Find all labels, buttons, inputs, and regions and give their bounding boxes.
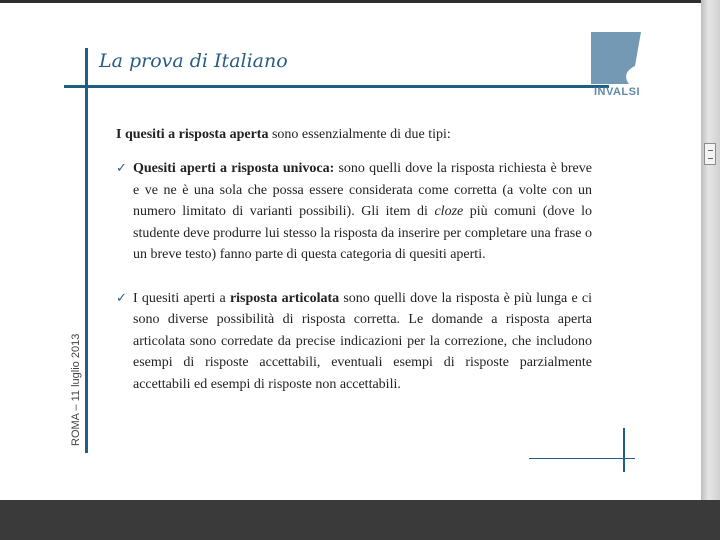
item-1-bold: Quesiti aperti a risposta univoca: <box>133 161 335 176</box>
intro-paragraph <box>116 126 592 144</box>
scrollbar-thumb[interactable] <box>704 143 716 165</box>
bottom-bar <box>0 500 720 540</box>
item-2-bold: risposta articolata <box>229 290 340 306</box>
item-1-italic: cloze <box>434 204 464 219</box>
scrollbar-track[interactable] <box>701 0 720 500</box>
vertical-rule <box>85 48 88 453</box>
date-vertical-label: ROMA – 11 luglio 2013 <box>70 333 82 446</box>
corner-vertical-line <box>623 428 625 472</box>
slide-content <box>116 126 592 395</box>
item-1-text-1: sono quelli dove la risposta richiesta è breve e ve ne è una sola che possa essere considerata come corretta (a volte con un numero limitato di varianti possibili). Gli item di <box>133 161 592 219</box>
horizontal-rule <box>64 85 609 88</box>
item-2-text-1: I quesiti aperti a <box>133 290 230 306</box>
checkmark-icon: ✓ <box>116 290 127 306</box>
item-1-text-2: più comuni (dove lo studente deve produrre lui stesso la risposta da inserire per completare una frase o un breve testo) fanno parte di questa categoria di quesiti aperti. <box>133 204 592 262</box>
intro-bold: I quesiti a risposta aperta <box>116 127 269 142</box>
corner-horizontal-line <box>529 458 635 459</box>
slide-title: La prova di Italiano <box>99 50 288 72</box>
logo-label: INVALSI <box>593 86 641 98</box>
list-item <box>116 158 592 266</box>
checkmark-icon: ✓ <box>116 161 127 176</box>
list-item <box>116 288 592 396</box>
intro-rest: sono essenzialmente di due tipi: <box>268 127 451 142</box>
item-2-text-2: sono quelli dove la risposta è più lunga e ci sono diverse possibilità di risposta corretta. Le domande a risposta aperta articolata sono corredate da precise indicazioni per la correzione, che includono esempi di risposte accettabili, eventuali esempi di risposte parzialmente accettabili ed esempi di risposte non accettabili. <box>133 290 593 392</box>
logo-shape <box>591 32 641 84</box>
